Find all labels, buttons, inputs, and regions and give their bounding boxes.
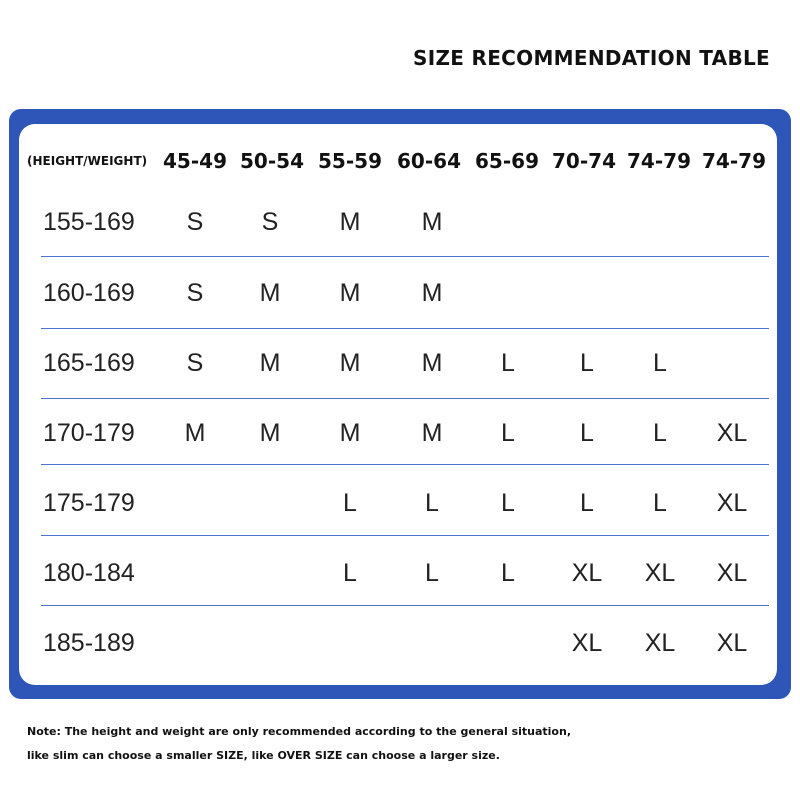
size-cell: M — [421, 419, 443, 447]
size-cell: L — [501, 349, 515, 377]
size-cell: M — [339, 208, 361, 236]
size-cell: S — [186, 208, 204, 236]
weight-column-header: 65-69 — [475, 149, 539, 173]
height-range-cell: 160-169 — [43, 279, 135, 307]
header-label: (HEIGHT/WEIGHT) — [27, 154, 148, 168]
row-divider — [41, 464, 769, 465]
size-cell: XL — [716, 629, 748, 657]
weight-column-header: 74-79 — [627, 149, 691, 173]
size-cell: XL — [571, 559, 603, 587]
size-cell: M — [421, 279, 443, 307]
size-cell: L — [580, 419, 594, 447]
row-divider — [41, 605, 769, 606]
size-cell: L — [343, 489, 357, 517]
size-cell: XL — [716, 559, 748, 587]
weight-column-header: 55-59 — [318, 149, 382, 173]
size-cell: M — [421, 349, 443, 377]
weight-column-header: 60-64 — [397, 149, 461, 173]
row-divider — [41, 535, 769, 536]
size-cell: S — [261, 208, 279, 236]
size-cell: S — [186, 279, 204, 307]
row-divider — [41, 328, 769, 329]
weight-column-header: 50-54 — [240, 149, 304, 173]
size-cell: L — [425, 559, 439, 587]
row-divider — [41, 398, 769, 399]
note-line-1: Note: The height and weight are only recommended according to the general situation, — [27, 725, 571, 738]
height-range-cell: 175-179 — [43, 489, 135, 517]
size-cell: XL — [716, 419, 748, 447]
size-cell: M — [339, 279, 361, 307]
size-cell: L — [501, 489, 515, 517]
size-cell: M — [339, 419, 361, 447]
row-divider — [41, 256, 769, 257]
height-range-cell: 180-184 — [43, 559, 135, 587]
size-cell: M — [184, 419, 206, 447]
weight-column-header: 70-74 — [552, 149, 616, 173]
height-range-cell: 165-169 — [43, 349, 135, 377]
note-line-2: like slim can choose a smaller SIZE, like OVER SIZE can choose a larger size. — [27, 749, 500, 762]
size-cell: XL — [644, 559, 676, 587]
page-title: SIZE RECOMMENDATION TABLE — [413, 46, 770, 70]
size-cell: M — [259, 419, 281, 447]
weight-column-header: 45-49 — [163, 149, 227, 173]
height-range-cell: 185-189 — [43, 629, 135, 657]
size-cell: M — [421, 208, 443, 236]
size-cell: L — [343, 559, 357, 587]
size-cell: L — [653, 419, 667, 447]
size-cell: L — [653, 489, 667, 517]
size-cell: M — [339, 349, 361, 377]
size-cell: M — [259, 279, 281, 307]
size-cell: L — [580, 489, 594, 517]
height-range-cell: 170-179 — [43, 419, 135, 447]
weight-column-header: 74-79 — [702, 149, 766, 173]
size-cell: L — [501, 419, 515, 447]
size-cell: L — [425, 489, 439, 517]
size-cell: L — [501, 559, 515, 587]
size-cell: M — [259, 349, 281, 377]
size-cell: XL — [571, 629, 603, 657]
size-cell: XL — [716, 489, 748, 517]
size-cell: XL — [644, 629, 676, 657]
size-cell: S — [186, 349, 204, 377]
size-cell: L — [653, 349, 667, 377]
height-range-cell: 155-169 — [43, 208, 135, 236]
size-table — [19, 124, 777, 685]
size-cell: L — [580, 349, 594, 377]
